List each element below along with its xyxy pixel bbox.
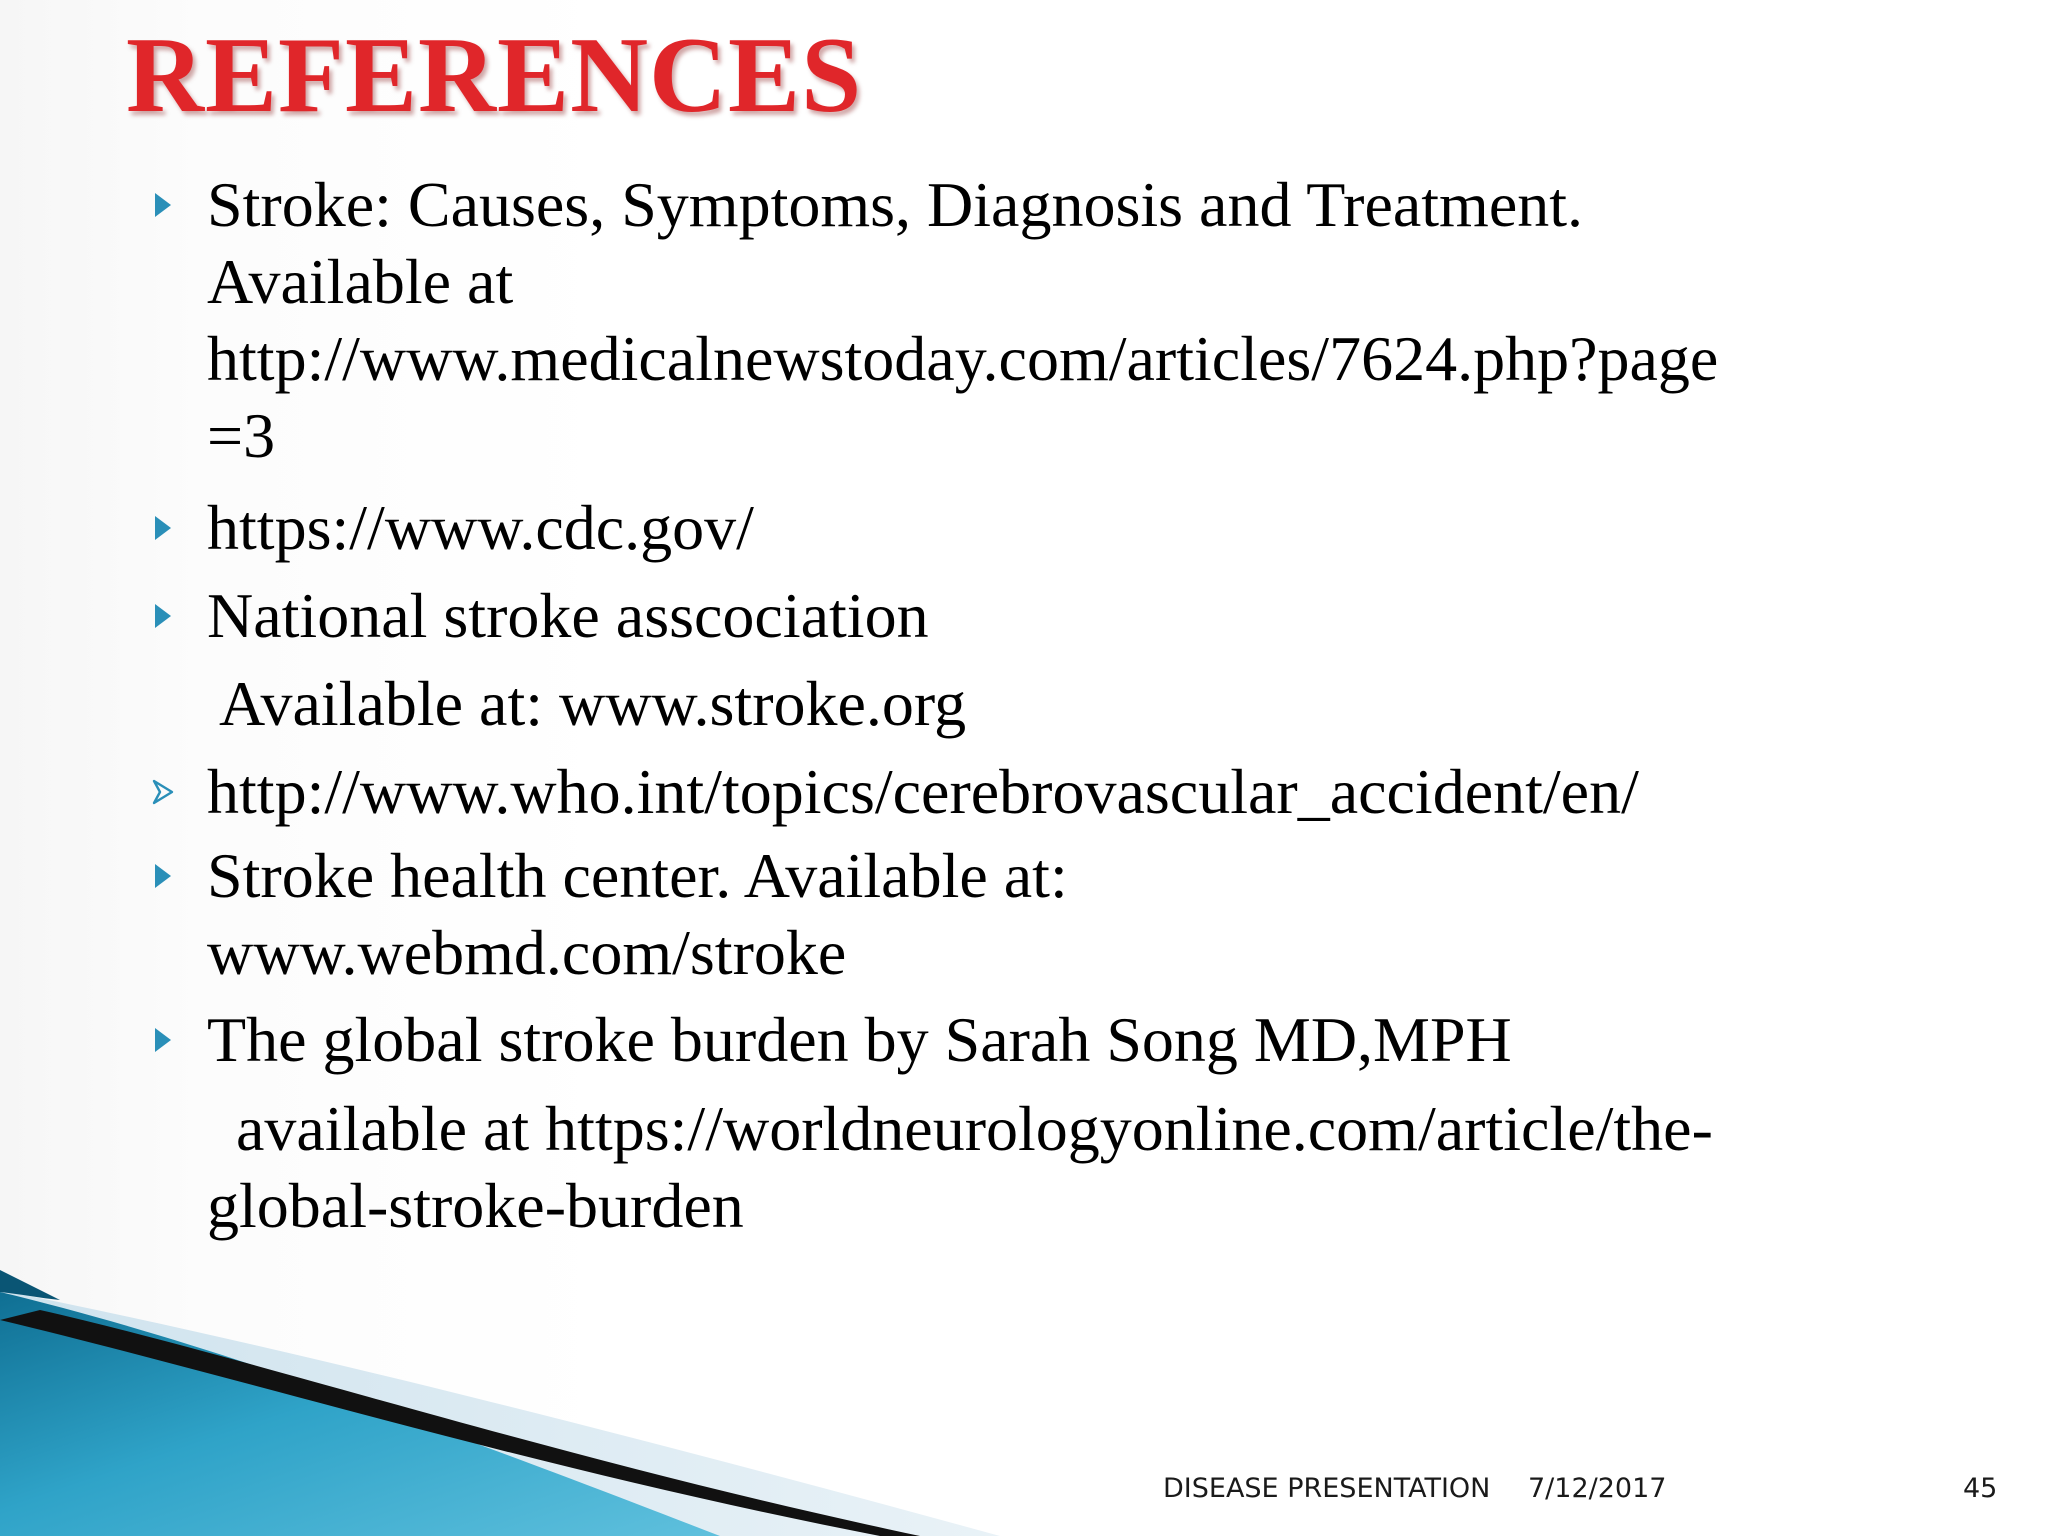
reference-1-line-3: http://www.medicalnewstoday.com/articles/7624.php?page	[207, 323, 1719, 394]
reference-6-line-1: The global stroke burden by Sarah Song MD,MPH	[207, 1004, 1512, 1075]
reference-1-line-1: Stroke: Causes, Symptoms, Diagnosis and Treatment.	[207, 169, 1583, 240]
triangle-bullet-icon	[151, 1026, 175, 1054]
reference-1-line-2: Available at	[207, 246, 514, 317]
reference-5-line-2: www.webmd.com/stroke	[207, 917, 847, 988]
reference-2-line-1: https://www.cdc.gov/	[207, 492, 754, 563]
reference-4-line-1: http://www.who.int/topics/cerebrovascular_accident/en/	[207, 756, 1639, 827]
reference-6-line-2: available at https://worldneurologyonline.com/article/the-	[236, 1093, 1713, 1164]
reference-3-line-1: National stroke asscociation	[207, 580, 929, 651]
triangle-bullet-icon	[151, 514, 175, 542]
footer-page-number: 45	[1963, 1473, 1998, 1504]
slide-title: REFERENCES	[126, 16, 863, 135]
reference-1-line-4: =3	[207, 400, 276, 471]
reference-3-line-2: Available at: www.stroke.org	[219, 668, 967, 739]
triangle-bullet-icon	[151, 191, 175, 219]
arrow-outline-bullet-icon	[151, 778, 175, 806]
reference-6-line-3: global-stroke-burden	[207, 1170, 744, 1241]
footer-presentation-name: DISEASE PRESENTATION	[1163, 1473, 1491, 1504]
triangle-bullet-icon	[151, 602, 175, 630]
triangle-bullet-icon	[151, 862, 175, 890]
footer-date: 7/12/2017	[1528, 1473, 1667, 1504]
reference-5-line-1: Stroke health center. Available at:	[207, 840, 1068, 911]
